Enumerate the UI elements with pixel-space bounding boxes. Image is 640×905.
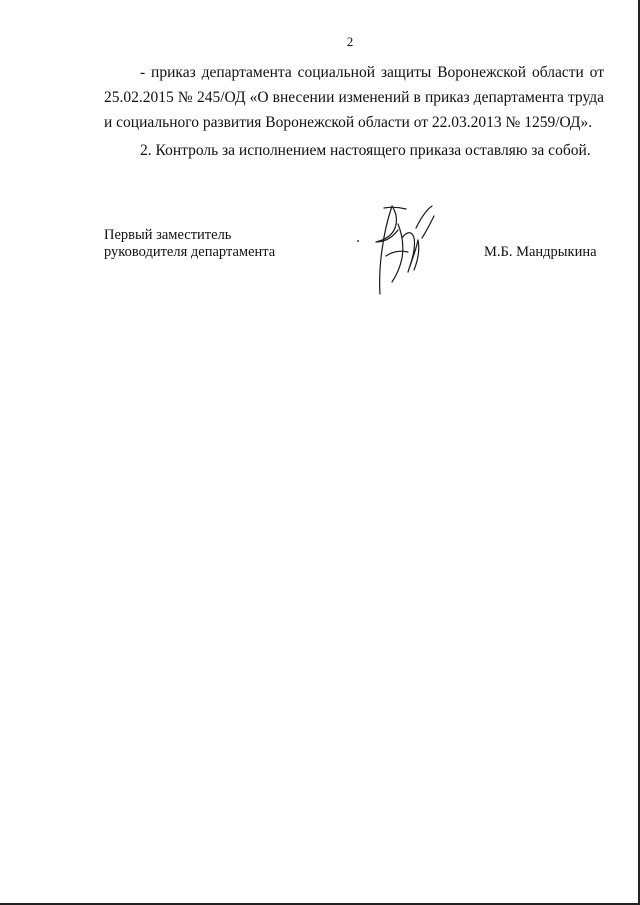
- signer-position: [104, 227, 275, 261]
- signer-name: М.Б. Мандрыкина: [484, 244, 597, 260]
- ink-dot: [357, 240, 359, 242]
- page-number: 2: [346, 34, 354, 49]
- paragraph-control: 2. Контроль за исполнением настоящего приказа оставляю за собой.: [140, 142, 591, 159]
- paragraph-revoked-order: - приказ департамента социальной защиты Воронежской области от 25.02.2015 № 245/ОД «О внесении изменений в приказ департамента труда и социального развития Воронежской области от 22.03.2013 № 1259/ОД».: [104, 64, 604, 131]
- handwritten-signature: [362, 198, 442, 298]
- signer-position-line-1: Первый заместитель: [104, 227, 232, 243]
- signer-position-line-2: руководителя департамента: [104, 244, 276, 260]
